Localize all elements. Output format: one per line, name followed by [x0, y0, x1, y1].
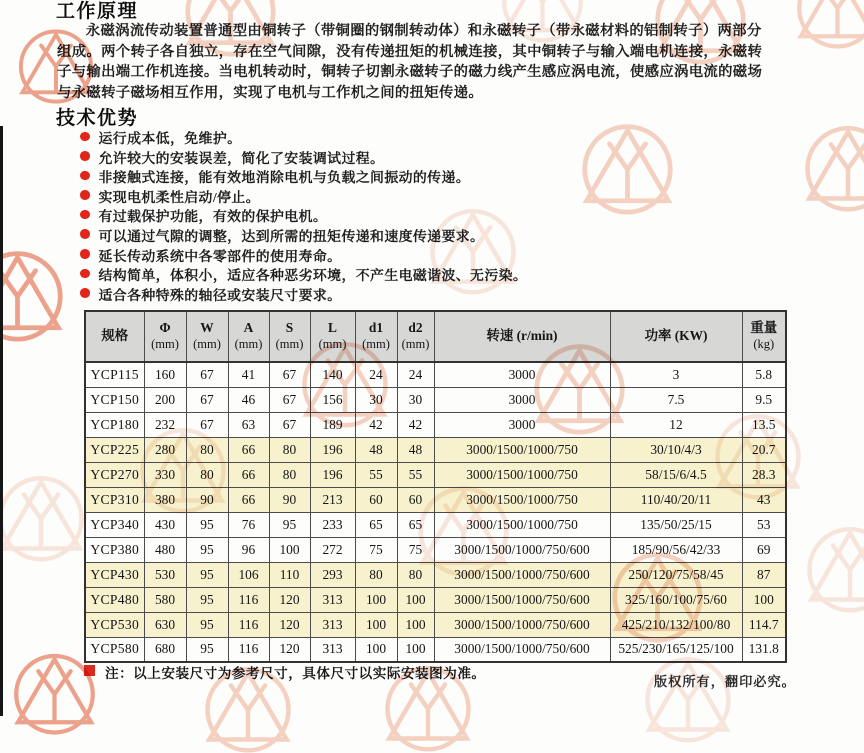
table-row — [85, 562, 786, 587]
table-row — [85, 487, 786, 512]
table-header-cell — [144, 311, 186, 362]
paragraph-line: 永磁涡流传动装置普通型由铜转子（带铜圈的钢制转动体）和永磁转子（带永磁材料的铝制转子）两部分 — [57, 21, 805, 42]
header-unit: (mm) — [398, 337, 434, 353]
header-label: W — [187, 320, 228, 337]
value-cell: 140 — [310, 362, 355, 387]
value-cell: 100 — [269, 537, 310, 562]
header-unit: (mm) — [270, 337, 310, 353]
value-cell: 66 — [228, 487, 269, 512]
red-square-icon — [84, 665, 95, 676]
value-cell: 272 — [310, 537, 355, 562]
value-cell: 67 — [186, 412, 228, 437]
value-cell: 69 — [742, 537, 786, 562]
value-cell: 116 — [228, 612, 269, 637]
value-cell: 30 — [355, 387, 397, 412]
value-cell: 3000/1500/1000/750/600 — [434, 587, 610, 612]
model-cell: YCP150 — [85, 387, 144, 412]
model-cell: YCP340 — [85, 512, 144, 537]
value-cell: 3000/1500/1000/750 — [434, 512, 610, 537]
value-cell: 95 — [186, 512, 228, 537]
table-row — [85, 462, 786, 487]
value-cell: 313 — [310, 637, 355, 662]
value-cell: 65 — [355, 512, 397, 537]
model-cell: YCP115 — [85, 362, 144, 387]
header-label: Φ — [145, 320, 186, 337]
red-dot-icon — [80, 229, 90, 239]
advantage-text: 有过载保护功能，有效的保护电机。 — [99, 205, 328, 226]
value-cell: 20.7 — [742, 437, 786, 462]
value-cell: 185/90/56/42/33 — [610, 537, 742, 562]
value-cell: 12 — [610, 412, 742, 437]
advantage-item — [80, 205, 527, 225]
value-cell: 189 — [310, 412, 355, 437]
table-header-cell — [355, 311, 397, 362]
value-cell: 43 — [742, 487, 786, 512]
header-label: 转速 (r/min) — [435, 328, 610, 345]
red-dot-icon — [80, 249, 90, 259]
value-cell: 80 — [355, 562, 397, 587]
table-header-cell — [228, 311, 269, 362]
copyright-text: 版权所有，翻印必究。 — [654, 671, 796, 690]
header-unit: (mm) — [356, 337, 397, 353]
value-cell: 313 — [310, 587, 355, 612]
value-cell: 425/210/132/100/80 — [610, 612, 742, 637]
value-cell: 3000/1500/1000/750/600 — [434, 612, 610, 637]
value-cell: 325/160/100/75/60 — [610, 587, 742, 612]
red-dot-icon — [80, 269, 90, 279]
table-row — [85, 387, 786, 412]
table-row — [85, 537, 786, 562]
header-unit: (mm) — [187, 337, 228, 353]
value-cell: 293 — [310, 562, 355, 587]
header-label: d2 — [398, 320, 434, 337]
value-cell: 24 — [397, 362, 434, 387]
advantage-item — [80, 284, 527, 304]
value-cell: 28.3 — [742, 462, 786, 487]
note — [84, 662, 486, 682]
value-cell: 95 — [269, 512, 310, 537]
value-cell: 30/10/4/3 — [610, 437, 742, 462]
value-cell: 66 — [228, 462, 269, 487]
advantage-text: 非接触式连接，能有效地消除电机与负载之间振动的传递。 — [99, 166, 471, 187]
red-dot-icon — [80, 210, 90, 220]
table-row — [85, 587, 786, 612]
value-cell: 100 — [397, 612, 434, 637]
value-cell: 80 — [269, 462, 310, 487]
value-cell: 67 — [269, 387, 310, 412]
value-cell: 120 — [269, 587, 310, 612]
value-cell: 196 — [310, 462, 355, 487]
value-cell: 120 — [269, 637, 310, 662]
header-label: 功率 (KW) — [611, 328, 742, 345]
value-cell: 63 — [228, 412, 269, 437]
red-dot-icon — [80, 288, 90, 298]
header-label: 重量 — [743, 320, 786, 337]
table-header-cell — [397, 311, 434, 362]
value-cell: 135/50/25/15 — [610, 512, 742, 537]
table-header-cell — [434, 311, 610, 362]
value-cell: 3000/1500/1000/750/600 — [434, 562, 610, 587]
table-row — [85, 362, 786, 387]
value-cell: 232 — [144, 412, 186, 437]
value-cell: 100 — [397, 587, 434, 612]
value-cell: 100 — [355, 612, 397, 637]
table-header-cell — [742, 311, 786, 362]
table-header-cell — [85, 311, 144, 362]
value-cell: 67 — [269, 362, 310, 387]
value-cell: 58/15/6/4.5 — [610, 462, 742, 487]
value-cell: 75 — [355, 537, 397, 562]
header-label: A — [229, 320, 269, 337]
value-cell: 3 — [610, 362, 742, 387]
red-dot-icon — [80, 190, 90, 200]
value-cell: 67 — [186, 387, 228, 412]
working-principle-paragraph — [57, 21, 805, 103]
value-cell: 630 — [144, 612, 186, 637]
value-cell: 30 — [397, 387, 434, 412]
value-cell: 3000 — [434, 362, 610, 387]
table-header-cell — [269, 311, 310, 362]
value-cell: 250/120/75/58/45 — [610, 562, 742, 587]
value-cell: 380 — [144, 487, 186, 512]
advantage-text: 可以通过气隙的调整，达到所需的扭矩传递和速度传递要求。 — [99, 225, 485, 246]
advantage-item — [80, 166, 527, 186]
header-label: 规格 — [86, 328, 144, 345]
value-cell: 46 — [228, 387, 269, 412]
value-cell: 430 — [144, 512, 186, 537]
red-dot-icon — [80, 132, 90, 142]
value-cell: 75 — [397, 537, 434, 562]
value-cell: 42 — [355, 412, 397, 437]
value-cell: 13.5 — [742, 412, 786, 437]
value-cell: 233 — [310, 512, 355, 537]
value-cell: 53 — [742, 512, 786, 537]
advantage-text: 实现电机柔性启动/停止。 — [99, 186, 260, 207]
value-cell: 55 — [355, 462, 397, 487]
note-text: 注：以上安装尺寸为参考尺寸，具体尺寸以实际安装图为准。 — [105, 662, 486, 682]
advantages-list — [80, 127, 527, 303]
value-cell: 80 — [186, 437, 228, 462]
value-cell: 580 — [144, 587, 186, 612]
value-cell: 42 — [397, 412, 434, 437]
value-cell: 120 — [269, 612, 310, 637]
page-title-technical-advantages: 技术优势 — [56, 103, 138, 130]
value-cell: 100 — [355, 587, 397, 612]
page-title-working-principle: 工作原理 — [56, 0, 138, 23]
table-row — [85, 412, 786, 437]
value-cell: 9.5 — [742, 387, 786, 412]
value-cell: 60 — [397, 487, 434, 512]
header-unit: (kg) — [743, 337, 786, 353]
value-cell: 80 — [397, 562, 434, 587]
value-cell: 90 — [269, 487, 310, 512]
header-label: L — [311, 320, 355, 337]
value-cell: 131.8 — [742, 637, 786, 662]
spec-table — [84, 310, 787, 663]
value-cell: 55 — [397, 462, 434, 487]
value-cell: 24 — [355, 362, 397, 387]
model-cell: YCP580 — [85, 637, 144, 662]
value-cell: 48 — [355, 437, 397, 462]
value-cell: 67 — [269, 412, 310, 437]
value-cell: 90 — [186, 487, 228, 512]
value-cell: 95 — [186, 587, 228, 612]
value-cell: 65 — [397, 512, 434, 537]
value-cell: 110 — [269, 562, 310, 587]
value-cell: 67 — [186, 362, 228, 387]
model-cell: YCP180 — [85, 412, 144, 437]
model-cell: YCP380 — [85, 537, 144, 562]
model-cell: YCP530 — [85, 612, 144, 637]
value-cell: 114.7 — [742, 612, 786, 637]
value-cell: 100 — [397, 637, 434, 662]
header-unit: (mm) — [229, 337, 269, 353]
advantage-item — [80, 147, 527, 167]
value-cell: 160 — [144, 362, 186, 387]
header-label: S — [270, 320, 310, 337]
value-cell: 3000/1500/1000/750/600 — [434, 637, 610, 662]
model-cell: YCP270 — [85, 462, 144, 487]
paragraph-line: 子与输出端工作机连接。当电机转动时，铜转子切割永磁转子的磁力线产生感应涡电流，使感应涡电流的磁场 — [57, 62, 805, 83]
value-cell: 106 — [228, 562, 269, 587]
advantage-text: 适合各种特殊的轴径或安装尺寸要求。 — [99, 284, 342, 305]
table-header-cell — [310, 311, 355, 362]
value-cell: 3000/1500/1000/750 — [434, 437, 610, 462]
value-cell: 76 — [228, 512, 269, 537]
value-cell: 95 — [186, 612, 228, 637]
model-cell: YCP480 — [85, 587, 144, 612]
advantage-text: 运行成本低，免维护。 — [99, 127, 242, 148]
table-header-cell — [610, 311, 742, 362]
red-dot-icon — [80, 151, 90, 161]
value-cell: 100 — [355, 637, 397, 662]
advantage-item — [80, 264, 527, 284]
value-cell: 7.5 — [610, 387, 742, 412]
value-cell: 480 — [144, 537, 186, 562]
value-cell: 156 — [310, 387, 355, 412]
value-cell: 95 — [186, 537, 228, 562]
value-cell: 3000/1500/1000/750/600 — [434, 537, 610, 562]
value-cell: 41 — [228, 362, 269, 387]
advantage-text: 结构简单，体积小，适应各种恶劣环境，不产生电磁谐波、无污染。 — [99, 264, 528, 285]
advantage-item — [80, 186, 527, 206]
table-header-cell — [186, 311, 228, 362]
table-row — [85, 437, 786, 462]
model-cell: YCP430 — [85, 562, 144, 587]
paragraph-line: 组成。两个转子各自独立，存在空气间隙，没有传递扭矩的机械连接，其中铜转子与输入端电机连接，永磁转 — [57, 42, 805, 63]
value-cell: 116 — [228, 587, 269, 612]
value-cell: 48 — [397, 437, 434, 462]
advantage-item — [80, 127, 527, 147]
value-cell: 95 — [186, 637, 228, 662]
value-cell: 116 — [228, 637, 269, 662]
value-cell: 200 — [144, 387, 186, 412]
value-cell: 280 — [144, 437, 186, 462]
value-cell: 3000 — [434, 387, 610, 412]
value-cell: 196 — [310, 437, 355, 462]
header-unit: (mm) — [145, 337, 186, 353]
value-cell: 3000/1500/1000/750 — [434, 462, 610, 487]
value-cell: 80 — [186, 462, 228, 487]
value-cell: 330 — [144, 462, 186, 487]
value-cell: 96 — [228, 537, 269, 562]
table-row — [85, 512, 786, 537]
value-cell: 530 — [144, 562, 186, 587]
advantage-item — [80, 225, 527, 245]
value-cell: 87 — [742, 562, 786, 587]
header-unit: (mm) — [311, 337, 355, 353]
table-row — [85, 612, 786, 637]
advantage-text: 延长传动系统中各零部件的使用寿命。 — [99, 245, 342, 266]
value-cell: 60 — [355, 487, 397, 512]
value-cell: 80 — [269, 437, 310, 462]
value-cell: 3000/1500/1000/750 — [434, 487, 610, 512]
value-cell: 66 — [228, 437, 269, 462]
model-cell: YCP225 — [85, 437, 144, 462]
value-cell: 313 — [310, 612, 355, 637]
advantage-item — [80, 245, 527, 265]
value-cell: 100 — [742, 587, 786, 612]
model-cell: YCP310 — [85, 487, 144, 512]
value-cell: 680 — [144, 637, 186, 662]
advantage-text: 允许较大的安装误差，简化了安装调试过程。 — [99, 147, 385, 168]
header-label: d1 — [356, 320, 397, 337]
value-cell: 95 — [186, 562, 228, 587]
value-cell: 3000 — [434, 412, 610, 437]
value-cell: 525/230/165/125/100 — [610, 637, 742, 662]
value-cell: 110/40/20/11 — [610, 487, 742, 512]
table-row — [85, 637, 786, 662]
value-cell: 213 — [310, 487, 355, 512]
paragraph-line: 与永磁转子磁场相互作用，实现了电机与工作机之间的扭矩传递。 — [57, 83, 805, 104]
scan-edge-line — [0, 126, 3, 716]
red-dot-icon — [80, 171, 90, 181]
value-cell: 5.8 — [742, 362, 786, 387]
